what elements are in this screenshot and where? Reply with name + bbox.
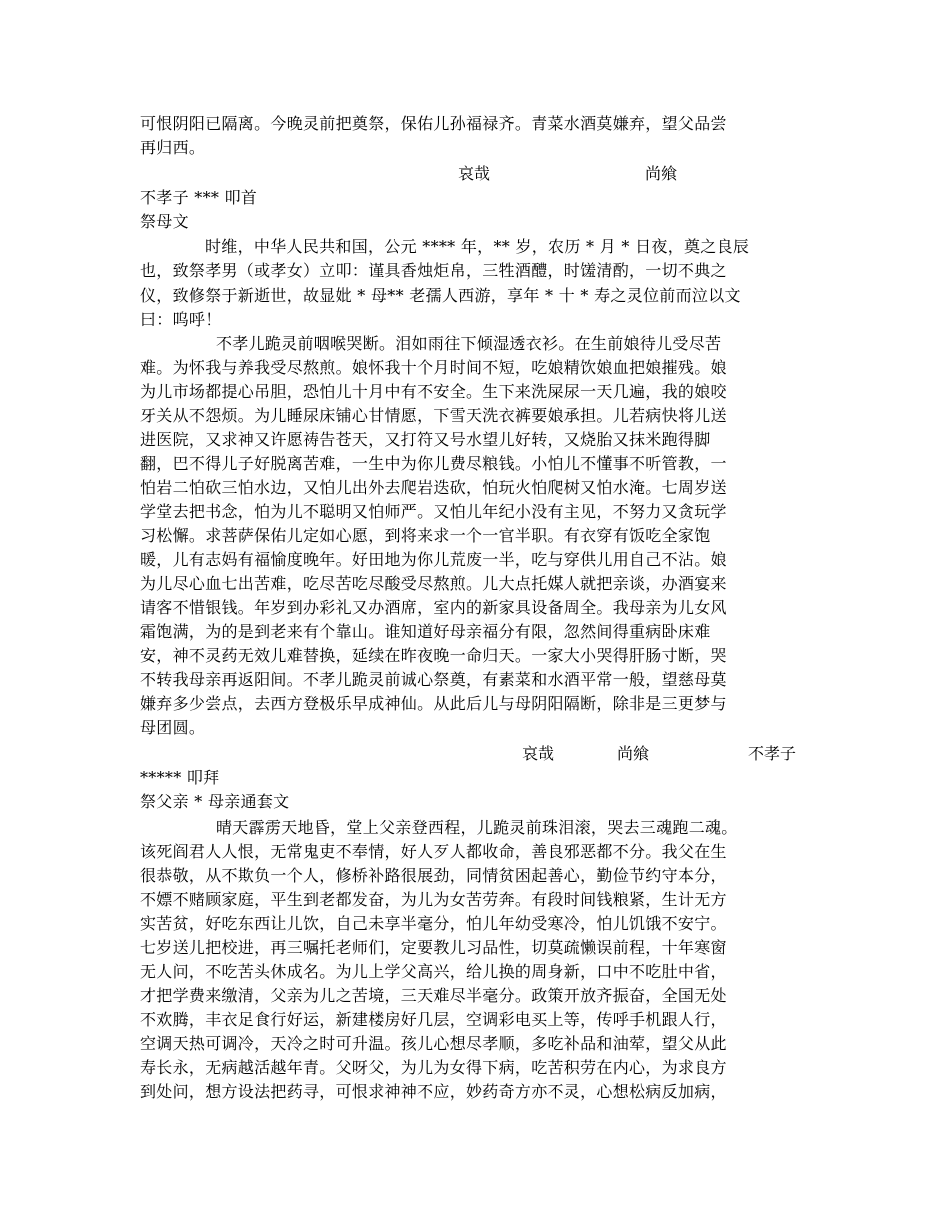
closing-shangxiang: 尚飨 — [645, 164, 678, 183]
closing-aizai: 哀哉 — [458, 164, 491, 183]
body-line: 空调天热可调冷，天冷之时可升温。孩儿心想尽孝顺，多吃补品和油荤，望父从此 — [140, 1034, 727, 1053]
body-line: 七岁送儿把校进，再三嘱托老师们，定要教儿习品性，切莫疏懒误前程，十年寒窗 — [140, 938, 727, 957]
preface-line: 时维，中华人民共和国，公元 **** 年，** 岁，农历 * 月 * 日夜，奠之良辰 — [205, 237, 750, 256]
body-line: 该死阎君人人恨，无常鬼吏不奉情，好人歹人都收命，善良邪恶都不分。我父在生 — [140, 842, 727, 861]
preface-line: 曰：呜呼！ — [140, 310, 222, 329]
body-line: 到处问，想方设法把药寻，可恨求神神不应，妙药奇方亦不灵，心想松病反加病， — [140, 1082, 727, 1101]
body-line: 嫌弃多少尝点，去西方登极乐早成神仙。从此后儿与母阴阳隔断，除非是三更梦与 — [140, 694, 727, 713]
body-line: 难。为怀我与养我受尽熬煎。娘怀我十个月时间不短，吃娘精饮娘血把娘摧残。娘 — [140, 358, 727, 377]
body-line: 怕岩二怕砍三怕水边，又怕儿出外去爬岩迭砍，怕玩火怕爬树又怕水淹。七周岁送 — [140, 478, 727, 497]
section-title: 祭母文 — [140, 212, 189, 231]
closing-shangxiang: 尚飨 — [617, 744, 650, 763]
body-line: 为儿市场都提心吊胆，恐怕儿十月中有不安全。生下来洗屎尿一天几遍，我的娘咬 — [140, 382, 727, 401]
body-line: 晴天霹雳天地昏，堂上父亲登西程，儿跪灵前珠泪滚，哭去三魂跑二魂。 — [216, 818, 738, 837]
closing-signer: 不孝子 *** 叩首 — [140, 188, 258, 207]
body-line: 霜饱满，为的是到老来有个靠山。谁知道好母亲福分有限，忽然间得重病卧床难 — [140, 622, 711, 641]
body-line: 习松懈。求菩萨保佑儿定如心愿，到将来求一个一官半职。有衣穿有饭吃全家饱 — [140, 526, 711, 545]
body-line: 不孝儿跪灵前咽喉哭断。泪如雨往下倾湿透衣衫。在生前娘待儿受尽苦 — [216, 334, 722, 353]
body-line: 不转我母亲再返阳间。不孝儿跪灵前诚心祭奠，有素菜和水酒平常一般，望慈母莫 — [140, 670, 727, 689]
body-line: 为儿尽心血七出苦难，吃尽苦吃尽酸受尽熬煎。儿大点托媒人就把亲谈，办酒宴来 — [140, 574, 727, 593]
closing-buxiaozi: 不孝子 — [748, 744, 797, 763]
preface-line: 仪，致修祭于新逝世，故显妣 * 母** 老孺人西游，享年 * 十 * 寿之灵位前而泣以文 — [140, 286, 741, 305]
body-line: 才把学费来缴清，父亲为儿之苦境，三天难尽半毫分。政策开放齐振奋，全国无处 — [140, 986, 727, 1005]
body-line: 不嫖不赌顾家庭，平生到老都发奋，为儿为女苦劳奔。有段时间钱粮紧，生计无方 — [140, 890, 727, 909]
body-line: 暖，儿有志妈有福愉度晚年。好田地为你儿荒废一半，吃与穿供儿用自己不沾。娘 — [140, 550, 727, 569]
body-line: 母团圆。 — [140, 718, 206, 737]
body-line: 不欢腾，丰衣足食行好运，新建楼房好几层，空调彩电买上等，传呼手机跟人行， — [140, 1010, 727, 1029]
body-line: 实苦贫，好吃东西让儿饮，自己未享半毫分，怕儿年幼受寒冷，怕儿饥饿不安宁。 — [140, 914, 727, 933]
closing-signer: ***** 叩拜 — [140, 768, 220, 787]
intro-line: 可恨阴阳已隔离。今晚灵前把奠祭，保佑儿孙福禄齐。青菜水酒莫嫌弃，望父品尝 — [140, 114, 727, 133]
body-line: 牙关从不怨烦。为儿睡尿床铺心甘情愿，下雪天洗衣裤要娘承担。儿若病快将儿送 — [140, 406, 727, 425]
body-line: 很恭敬，从不欺负一个人，修桥补路很展劲，同情贫困起善心，勤俭节约守本分， — [140, 866, 727, 885]
body-line: 安，神不灵药无效儿难替换，延续在昨夜晚一命归天。一家大小哭得肝肠寸断，哭 — [140, 646, 727, 665]
body-line: 翻，巴不得儿子好脱离苦难，一生中为你儿费尽粮钱。小怕儿不懂事不听管教，一 — [140, 454, 727, 473]
body-line: 无人问，不吃苦头休成名。为儿上学父高兴，给儿换的周身新，口中不吃肚中省， — [140, 962, 727, 981]
preface-line: 也，致祭孝男（或孝女）立叩：谨具香烛炬帛，三牲酒醴，时馐清酌，一切不典之 — [140, 261, 727, 280]
body-line: 学堂去把书念，怕为儿不聪明又怕师严。又怕儿年纪小没有主见，不努力又贪玩学 — [140, 502, 727, 521]
body-line: 寿长永，无病越活越年青。父呀父，为儿为女得下病，吃苦积劳在内心，为求良方 — [140, 1058, 727, 1077]
body-line: 请客不惜银钱。年岁到办彩礼又办酒席，室内的新家具设备周全。我母亲为儿女风 — [140, 598, 727, 617]
closing-aizai: 哀哉 — [522, 744, 555, 763]
body-line: 进医院，又求神又许愿祷告苍天，又打符又号水望儿好转，又烧胎又抹米跑得脚 — [140, 430, 711, 449]
section-title: 祭父亲 * 母亲通套文 — [140, 792, 290, 811]
intro-line: 再归西。 — [140, 138, 206, 157]
